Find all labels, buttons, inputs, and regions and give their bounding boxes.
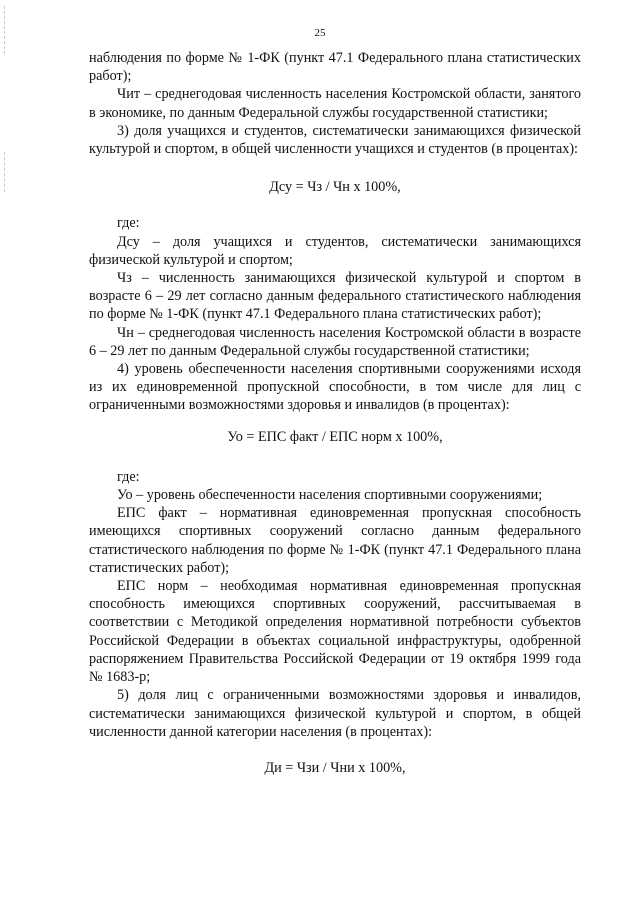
paragraph: ЕПС норм – необходимая нормативная единовременная пропускная способность имеющихся спортивных сооружений, рассчитываемая в соответствии с Методикой определения нормативной потребности субъектов Российской Федерации в объектах социальной инфраструктуры, одобренной распоряжением Правительства Российской Федерации от 19 октября 1999 года № 1683-р; [89, 578, 581, 686]
paragraph: ЕПС факт – нормативная единовременная пропускная способность имеющихся спортивных сооружений согласно данным федерального статистического наблюдения по форме № 1-ФК (пункт 47.1 Федерального плана статистических работ); [89, 505, 581, 576]
page-number: 25 [314, 27, 326, 39]
paragraph: 5) доля лиц с ограниченными возможностями здоровья и инвалидов, систематически занимающихся физической культурой и спортом, в общей численности данной категории населения (в процентах): [89, 687, 581, 740]
paragraph: наблюдения по форме № 1-ФК (пункт 47.1 Федерального плана статистических работ); [89, 50, 581, 85]
paragraph: Уо – уровень обеспеченности населения спортивными сооружениями; [117, 487, 543, 504]
paragraph: Чн – среднегодовая численность населения Костромской области в возрасте 6 – 29 лет по данным Федеральной службы государственной статистики; [89, 324, 581, 359]
formula: Дсу = Чз / Чн х 100%, [269, 179, 401, 196]
left-margin-mark [4, 152, 6, 192]
formula: Уо = ЕПС факт / ЕПС норм х 100%, [227, 428, 443, 445]
formula: Ди = Чзи / Чни х 100%, [264, 759, 406, 776]
paragraph: Чит – среднегодовая численность населения Костромской области, занятого в экономике, по данным Федеральной службы государственной статистики; [89, 86, 581, 121]
paragraph: Дсу – доля учащихся и студентов, систематически занимающихся физической культурой и спортом; [89, 233, 581, 268]
where-label: где: [117, 468, 140, 485]
paragraph: 3) доля учащихся и студентов, систематически занимающихся физической культурой и спортом, в общей численности учащихся и студентов (в процентах): [89, 122, 581, 158]
paragraph: 4) уровень обеспеченности населения спортивными сооружениями исходя из их единовременной пропускной способности, в том числе для лиц с ограниченными возможностями здоровья и инвалидов (в процентах): [89, 361, 581, 414]
paragraph: Чз – численность занимающихся физической культурой и спортом в возрасте 6 – 29 лет согласно данным федерального статистического наблюдения по форме № 1-ФК (пункт 47.1 Федерального плана статистических работ); [89, 270, 581, 323]
document-body [89, 49, 581, 777]
where-label: где: [117, 215, 140, 232]
